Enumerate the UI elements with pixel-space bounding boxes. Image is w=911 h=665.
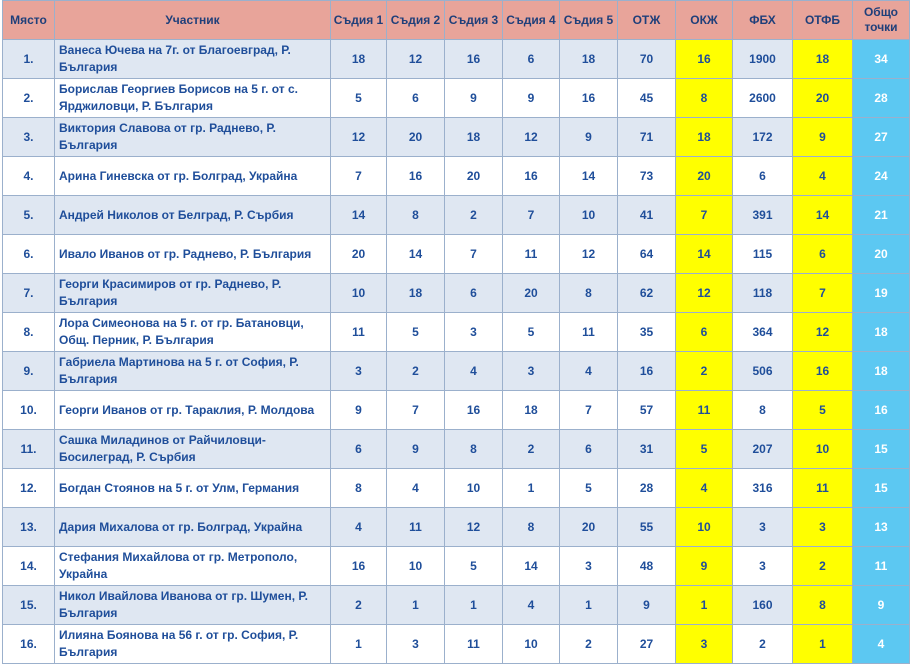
okzh-score: 12 (676, 274, 733, 313)
judge-5-score: 3 (560, 547, 618, 586)
table-row (3, 235, 910, 274)
otfb-score: 7 (793, 274, 853, 313)
judge-1-score: 5 (331, 79, 387, 118)
otfb-score: 6 (793, 235, 853, 274)
table-row (3, 157, 910, 196)
okzh-score: 8 (676, 79, 733, 118)
fbh-score: 2600 (733, 79, 793, 118)
otzh-score: 48 (618, 547, 676, 586)
judge-5-score: 1 (560, 586, 618, 625)
total-points: 11 (853, 547, 910, 586)
judge-1-score: 18 (331, 40, 387, 79)
judge-4-score: 4 (503, 586, 560, 625)
participant-name: Сашка Миладинов от Райчиловци-Босилеград, Р. Сърбия (55, 430, 331, 469)
participant-name: Ванеса Ючева на 7г. от Благоевград, Р. България (55, 40, 331, 79)
otzh-score: 55 (618, 508, 676, 547)
fbh-score: 1900 (733, 40, 793, 79)
judge-3-score: 20 (445, 157, 503, 196)
participant-name: Дария Михалова от гр. Болград, Украйна (55, 508, 331, 547)
otfb-score: 8 (793, 586, 853, 625)
judge-5-score: 6 (560, 430, 618, 469)
judge-2-score: 2 (387, 352, 445, 391)
table-row (3, 352, 910, 391)
judge-4-score: 6 (503, 40, 560, 79)
judge-4-score: 5 (503, 313, 560, 352)
otfb-score: 3 (793, 508, 853, 547)
judge-1-score: 8 (331, 469, 387, 508)
judge-5-score: 14 (560, 157, 618, 196)
participant-name: Борислав Георгиев Борисов на 5 г. от с. Ярджиловци, Р. България (55, 79, 331, 118)
place-cell: 1. (3, 40, 55, 79)
place-cell: 10. (3, 391, 55, 430)
judge-5-score: 10 (560, 196, 618, 235)
total-points: 27 (853, 118, 910, 157)
participant-name: Ивало Иванов от гр. Раднево, Р. България (55, 235, 331, 274)
judge-1-score: 20 (331, 235, 387, 274)
judge-5-score: 8 (560, 274, 618, 313)
judge-1-score: 3 (331, 352, 387, 391)
judge-4-score: 10 (503, 625, 560, 664)
otzh-score: 35 (618, 313, 676, 352)
judge-3-score: 3 (445, 313, 503, 352)
place-cell: 2. (3, 79, 55, 118)
place-cell: 13. (3, 508, 55, 547)
judge-2-score: 12 (387, 40, 445, 79)
place-cell: 11. (3, 430, 55, 469)
participant-name: Виктория Славова от гр. Раднево, Р. България (55, 118, 331, 157)
judge-2-score: 4 (387, 469, 445, 508)
judge-4-score: 8 (503, 508, 560, 547)
total-points: 34 (853, 40, 910, 79)
judge-3-score: 7 (445, 235, 503, 274)
okzh-score: 14 (676, 235, 733, 274)
total-points: 15 (853, 430, 910, 469)
participant-name: Стефания Михайлова от гр. Метрополо, Украйна (55, 547, 331, 586)
judge-3-score: 5 (445, 547, 503, 586)
otzh-score: 70 (618, 40, 676, 79)
otfb-score: 9 (793, 118, 853, 157)
judge-5-score: 7 (560, 391, 618, 430)
table-row (3, 274, 910, 313)
okzh-score: 7 (676, 196, 733, 235)
table-row (3, 196, 910, 235)
otfb-score: 4 (793, 157, 853, 196)
fbh-score: 3 (733, 508, 793, 547)
place-cell: 7. (3, 274, 55, 313)
total-points: 21 (853, 196, 910, 235)
judge-1-score: 14 (331, 196, 387, 235)
judge-1-score: 12 (331, 118, 387, 157)
okzh-score: 3 (676, 625, 733, 664)
okzh-score: 18 (676, 118, 733, 157)
otzh-score: 45 (618, 79, 676, 118)
okzh-score: 20 (676, 157, 733, 196)
judge-2-score: 10 (387, 547, 445, 586)
judge-3-score: 9 (445, 79, 503, 118)
total-points: 20 (853, 235, 910, 274)
judge-2-score: 14 (387, 235, 445, 274)
judge-4-score: 3 (503, 352, 560, 391)
judge-3-score: 16 (445, 391, 503, 430)
okzh-score: 6 (676, 313, 733, 352)
judge-2-score: 9 (387, 430, 445, 469)
header-judge-4: Съдия 4 (503, 1, 560, 40)
total-points: 28 (853, 79, 910, 118)
header-fbh: ФБХ (733, 1, 793, 40)
judge-2-score: 8 (387, 196, 445, 235)
judge-5-score: 9 (560, 118, 618, 157)
otfb-score: 5 (793, 391, 853, 430)
results-body (3, 40, 910, 664)
total-points: 19 (853, 274, 910, 313)
judge-3-score: 18 (445, 118, 503, 157)
otzh-score: 16 (618, 352, 676, 391)
otfb-score: 16 (793, 352, 853, 391)
otfb-score: 18 (793, 40, 853, 79)
judge-5-score: 11 (560, 313, 618, 352)
header-otzh: ОТЖ (618, 1, 676, 40)
place-cell: 15. (3, 586, 55, 625)
fbh-score: 115 (733, 235, 793, 274)
judge-2-score: 16 (387, 157, 445, 196)
place-cell: 9. (3, 352, 55, 391)
judge-2-score: 1 (387, 586, 445, 625)
judge-4-score: 7 (503, 196, 560, 235)
total-points: 24 (853, 157, 910, 196)
judge-4-score: 14 (503, 547, 560, 586)
participant-name: Богдан Стоянов на 5 г. от Улм, Германия (55, 469, 331, 508)
fbh-score: 6 (733, 157, 793, 196)
otfb-score: 12 (793, 313, 853, 352)
header-participant: Участник (55, 1, 331, 40)
fbh-score: 3 (733, 547, 793, 586)
otzh-score: 57 (618, 391, 676, 430)
judge-1-score: 10 (331, 274, 387, 313)
place-cell: 12. (3, 469, 55, 508)
header-total: Общо точки (853, 1, 910, 40)
header-judge-1: Съдия 1 (331, 1, 387, 40)
judge-2-score: 20 (387, 118, 445, 157)
judge-4-score: 9 (503, 79, 560, 118)
judge-1-score: 4 (331, 508, 387, 547)
participant-name: Георги Иванов от гр. Тараклия, Р. Молдова (55, 391, 331, 430)
okzh-score: 1 (676, 586, 733, 625)
otfb-score: 10 (793, 430, 853, 469)
judge-1-score: 7 (331, 157, 387, 196)
judge-2-score: 5 (387, 313, 445, 352)
otfb-score: 2 (793, 547, 853, 586)
judge-5-score: 16 (560, 79, 618, 118)
judge-2-score: 18 (387, 274, 445, 313)
okzh-score: 2 (676, 352, 733, 391)
table-row (3, 391, 910, 430)
fbh-score: 8 (733, 391, 793, 430)
header-judge-3: Съдия 3 (445, 1, 503, 40)
judge-5-score: 18 (560, 40, 618, 79)
judge-3-score: 2 (445, 196, 503, 235)
okzh-score: 4 (676, 469, 733, 508)
participant-name: Андрей Николов от Белград, Р. Сърбия (55, 196, 331, 235)
okzh-score: 5 (676, 430, 733, 469)
otzh-score: 41 (618, 196, 676, 235)
participant-name: Лора Симеонова на 5 г. от гр. Батановци, Общ. Перник, Р. България (55, 313, 331, 352)
total-points: 18 (853, 352, 910, 391)
participant-name: Арина Гиневска от гр. Болград, Украйна (55, 157, 331, 196)
judge-3-score: 11 (445, 625, 503, 664)
judge-4-score: 16 (503, 157, 560, 196)
fbh-score: 2 (733, 625, 793, 664)
results-table (2, 0, 910, 664)
judge-1-score: 11 (331, 313, 387, 352)
fbh-score: 172 (733, 118, 793, 157)
header-otfb: ОТФБ (793, 1, 853, 40)
participant-name: Габриела Мартинова на 5 г. от София, Р. България (55, 352, 331, 391)
judge-1-score: 9 (331, 391, 387, 430)
otzh-score: 73 (618, 157, 676, 196)
header-judge-2: Съдия 2 (387, 1, 445, 40)
judge-2-score: 6 (387, 79, 445, 118)
participant-name: Никол Ивайлова Иванова от гр. Шумен, Р. България (55, 586, 331, 625)
place-cell: 16. (3, 625, 55, 664)
judge-2-score: 11 (387, 508, 445, 547)
judge-4-score: 2 (503, 430, 560, 469)
fbh-score: 118 (733, 274, 793, 313)
otzh-score: 28 (618, 469, 676, 508)
total-points: 18 (853, 313, 910, 352)
total-points: 15 (853, 469, 910, 508)
header-row (3, 1, 910, 40)
total-points: 16 (853, 391, 910, 430)
otfb-score: 14 (793, 196, 853, 235)
place-cell: 8. (3, 313, 55, 352)
judge-3-score: 4 (445, 352, 503, 391)
otfb-score: 11 (793, 469, 853, 508)
table-row (3, 625, 910, 664)
judge-3-score: 12 (445, 508, 503, 547)
judge-4-score: 12 (503, 118, 560, 157)
otzh-score: 9 (618, 586, 676, 625)
total-points: 4 (853, 625, 910, 664)
judge-3-score: 1 (445, 586, 503, 625)
okzh-score: 16 (676, 40, 733, 79)
participant-name: Георги Красимиров от гр. Раднево, Р. България (55, 274, 331, 313)
okzh-score: 9 (676, 547, 733, 586)
total-points: 9 (853, 586, 910, 625)
header-judge-5: Съдия 5 (560, 1, 618, 40)
table-row (3, 547, 910, 586)
okzh-score: 10 (676, 508, 733, 547)
judge-3-score: 6 (445, 274, 503, 313)
table-row (3, 118, 910, 157)
judge-5-score: 12 (560, 235, 618, 274)
judge-4-score: 18 (503, 391, 560, 430)
place-cell: 5. (3, 196, 55, 235)
judge-2-score: 3 (387, 625, 445, 664)
header-place: Място (3, 1, 55, 40)
okzh-score: 11 (676, 391, 733, 430)
fbh-score: 160 (733, 586, 793, 625)
table-row (3, 79, 910, 118)
fbh-score: 316 (733, 469, 793, 508)
otfb-score: 1 (793, 625, 853, 664)
judge-3-score: 10 (445, 469, 503, 508)
judge-5-score: 5 (560, 469, 618, 508)
judge-2-score: 7 (387, 391, 445, 430)
place-cell: 3. (3, 118, 55, 157)
table-row (3, 508, 910, 547)
judge-4-score: 20 (503, 274, 560, 313)
fbh-score: 207 (733, 430, 793, 469)
judge-1-score: 1 (331, 625, 387, 664)
otfb-score: 20 (793, 79, 853, 118)
table-row (3, 469, 910, 508)
place-cell: 14. (3, 547, 55, 586)
header-okzh: ОКЖ (676, 1, 733, 40)
participant-name: Илияна Боянова на 56 г. от гр. София, Р. България (55, 625, 331, 664)
judge-5-score: 2 (560, 625, 618, 664)
judge-4-score: 11 (503, 235, 560, 274)
total-points: 13 (853, 508, 910, 547)
judge-1-score: 16 (331, 547, 387, 586)
otzh-score: 62 (618, 274, 676, 313)
otzh-score: 27 (618, 625, 676, 664)
otzh-score: 64 (618, 235, 676, 274)
table-row (3, 430, 910, 469)
table-row (3, 586, 910, 625)
judge-4-score: 1 (503, 469, 560, 508)
table-row (3, 40, 910, 79)
place-cell: 6. (3, 235, 55, 274)
fbh-score: 506 (733, 352, 793, 391)
judge-1-score: 2 (331, 586, 387, 625)
judge-3-score: 16 (445, 40, 503, 79)
judge-3-score: 8 (445, 430, 503, 469)
fbh-score: 391 (733, 196, 793, 235)
otzh-score: 31 (618, 430, 676, 469)
judge-5-score: 4 (560, 352, 618, 391)
table-row (3, 313, 910, 352)
place-cell: 4. (3, 157, 55, 196)
fbh-score: 364 (733, 313, 793, 352)
judge-1-score: 6 (331, 430, 387, 469)
judge-5-score: 20 (560, 508, 618, 547)
otzh-score: 71 (618, 118, 676, 157)
